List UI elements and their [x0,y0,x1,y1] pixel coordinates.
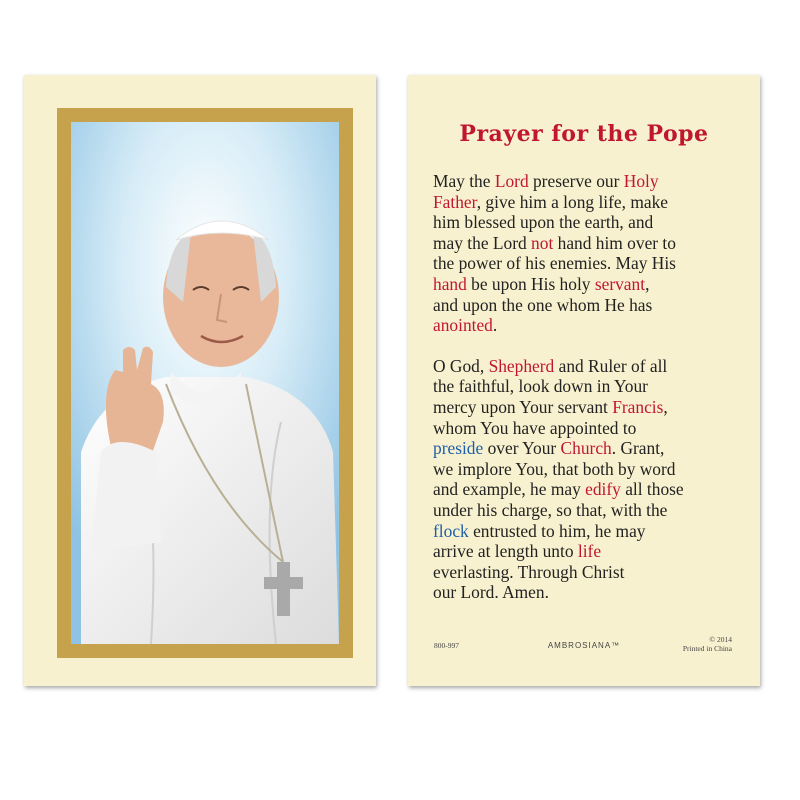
prayer-text-run: and Ruler of all [554,355,668,376]
prayer-text-run: the power of his enemies. May His [433,253,676,274]
prayer-text-run: and upon the one whom He has [433,294,653,315]
prayer-text-run: . Grant, [611,438,665,459]
brand-name: AMBROSIANA™ [547,641,621,650]
prayer-text-run: entrusted to him, he may [468,520,646,541]
prayer-text-run: , [663,396,668,417]
highlighted-word: life [577,541,602,562]
prayer-paragraph-1 [433,171,758,336]
prayer-text-run: everlasting. Through Christ [433,561,625,582]
pope-portrait-image [71,122,339,644]
ornate-gold-border [57,108,353,658]
highlighted-word: servant [594,273,646,294]
prayer-text-run: . [492,315,498,336]
highlighted-word: Holy [623,171,659,191]
highlighted-word: preside [433,438,484,459]
prayer-text-run: over Your [483,438,561,459]
prayer-text-run: hand him over to [553,232,676,253]
highlighted-word: Father [433,191,477,212]
prayer-text-run: all those [620,479,684,500]
highlighted-word: Church [560,438,612,459]
product-code: 800-997 [434,641,459,650]
prayer-paragraph-2 [433,356,758,603]
prayer-text-run: arrive at length unto [433,541,578,562]
prayer-text-run: the faithful, look down in Your [433,376,648,397]
prayer-text-run: mercy upon Your servant [433,396,613,417]
highlighted-word: not [531,232,554,253]
holy-card-back [408,75,760,686]
prayer-text-run: we implore You, that both by word [433,458,676,479]
prayer-text-run: may the Lord [433,232,532,253]
printed-in: Printed in China [682,644,732,653]
prayer-text-run: him blessed upon the earth, and [433,212,654,233]
prayer-text [433,171,758,603]
highlighted-word: Francis [612,396,664,417]
prayer-text-run: and example, he may [433,479,586,500]
prayer-text-run: whom You have appointed to [433,417,637,438]
prayer-text-run: O God, [433,355,489,376]
prayer-title: Prayer for the Pope [459,121,709,147]
prayer-text-run: , give him a long life, make [476,191,668,212]
highlighted-word: hand [433,273,467,294]
prayer-text-run: be upon His holy [466,273,595,294]
highlighted-word: edify [585,479,621,500]
prayer-text-run: our Lord. Amen. [433,582,549,603]
highlighted-word: Lord [494,171,529,191]
highlighted-word: flock [433,520,469,541]
prayer-text-run: May the [433,171,495,191]
prayer-text-run: under his charge, so that, with the [433,499,668,520]
prayer-text-run: preserve our [528,171,624,191]
holy-card-front [24,75,376,686]
highlighted-word: Shepherd [488,355,555,376]
copyright-notice [683,635,732,653]
copyright-year: © 2014 [709,635,732,644]
prayer-text-run: , [645,273,650,294]
highlighted-word: anointed [433,315,493,336]
